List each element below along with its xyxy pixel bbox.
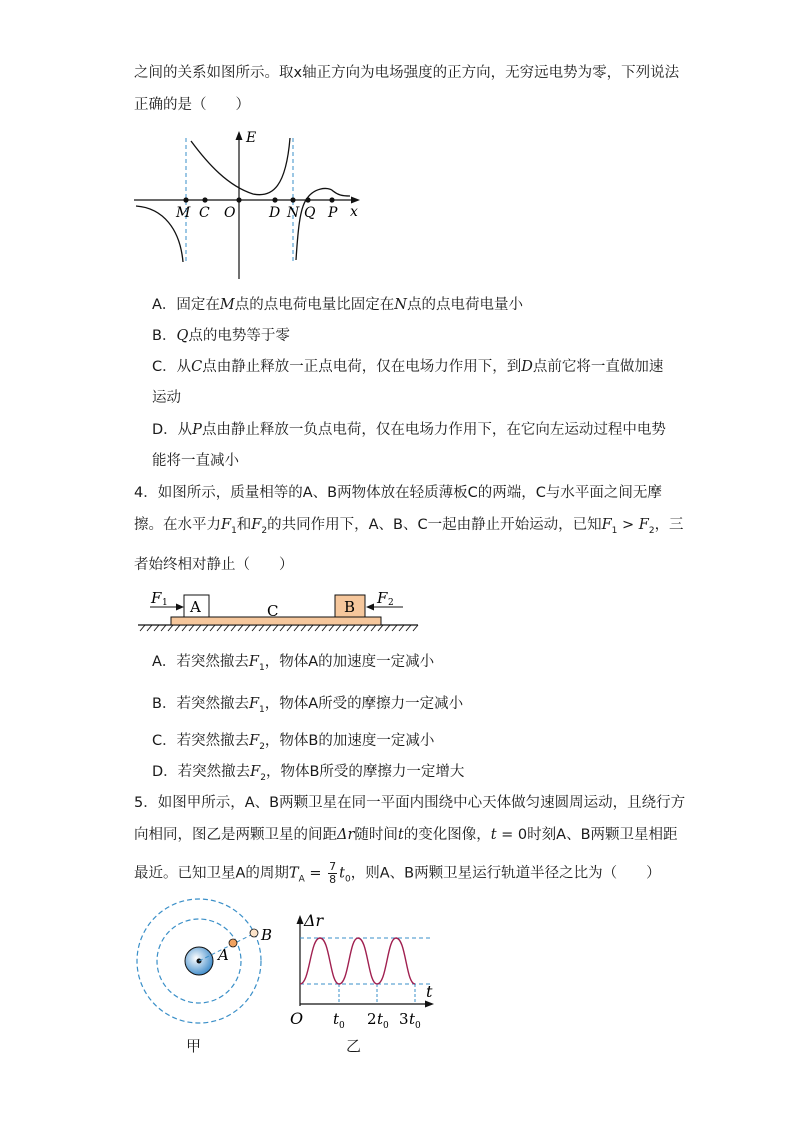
tick-2t0: t [377,1010,384,1028]
q4-option-b: B．若突然撤去$F_1$，物体A所受的摩擦力一定减小 [152,696,464,715]
tick-2t0-sub: 0 [383,1021,389,1031]
point-label-q: Q [304,205,316,221]
point-label-o: O [224,205,236,221]
q3-option-b: B．Q点的电势等于零 [152,328,290,344]
q3-option-d: D．从P点由静止释放一负点电荷，仅在电场力作用下，在它向左运动过程中电势 [152,422,666,438]
q3-option-a: A．固定在M点的点电荷电量比固定在N点的点电荷电量小 [152,297,523,313]
x-axis-label: x [350,204,358,220]
q4-stem-line3: 者始终相对静止（ ） [134,557,294,573]
q3-stem-line1: 之间的关系如图所示。取x轴正方向为电场强度的正方向，无穷远电势为零，下列说法 [134,65,680,81]
q5-stem-line3: 最近。已知卫星A的周期$T_A$ = $\frac{7}{8}$ $t_0$，则A、B两颗卫星运行轨道半径之比为（ ） [134,860,661,886]
satellite-b-label: B [261,926,273,944]
q4-option-d: D．若突然撤去$F_2$，物体B所受的摩擦力一定增大 [152,764,465,783]
t-axis-label: t [426,982,433,1001]
f2-label: F [377,589,388,607]
f1-label: F [151,589,162,607]
fraction-7-8: $\frac{7}{8}$ [329,860,337,886]
point-label-n: N [287,205,300,221]
figure-jia-caption: 甲 [186,1037,202,1055]
q5-stem-line2: 向相同，图乙是两颗卫星的间距Δr随时间t的变化图像，t = 0时刻A、B两颗卫星相距 [134,827,678,843]
q5-distance-time-graph [288,910,438,1032]
satellite-a-label: A [218,946,229,964]
point-label-m: M [176,205,191,221]
q4-stem-line1: 4．如图所示，质量相等的A、B两物体放在轻质薄板C的两端，C与水平面之间无摩 [134,485,662,501]
q3-option-d-line2: 能将一直减小 [152,453,239,469]
board-c-label: C [267,602,279,620]
q5-orbit-diagram [134,900,273,1024]
tick-3t0: t [409,1010,416,1028]
tick-3t0-coef: 3 [399,1010,409,1028]
f1-sub: 1 [162,598,168,608]
block-b-label: B [344,598,356,616]
q3-electric-field-graph [128,124,368,282]
delta-r-axis-label: Δr [304,911,324,930]
point-label-p: P [328,205,338,221]
tick-2t0-coef: 2 [367,1010,377,1028]
q5-stem-line1: 5．如图甲所示，A、B两颗卫星在同一平面内围绕中心天体做匀速圆周运动，且绕行方 [134,795,686,811]
tick-t0: t [333,1010,340,1028]
point-label-d: D [269,205,281,221]
q3-stem-line2: 正确的是（ ） [134,97,250,113]
figure-yi-caption: 乙 [346,1037,362,1055]
q4-blocks-diagram [136,590,426,634]
q4-stem-line2: 擦。在水平力$F_1$和$F_2$的共同作用下，A、B、C一起由静止开始运动，已知$F_1 > F_2$，三 [134,517,684,536]
origin-label: O [290,1009,304,1028]
tick-t0-sub: 0 [339,1021,345,1031]
q3-option-c: C．从C点由静止释放一正点电荷，仅在电场力作用下，到D点前它将一直做加速 [152,359,664,375]
q3-option-c-line2: 运动 [152,390,181,406]
f2-sub: 2 [388,598,394,608]
q4-option-c: C．若突然撤去$F_2$，物体B的加速度一定减小 [152,733,435,752]
point-label-c: C [199,205,210,221]
block-a-label: A [190,598,201,616]
tick-3t0-sub: 0 [415,1021,421,1031]
q4-option-a: A．若突然撤去$F_1$，物体A的加速度一定减小 [152,654,435,673]
e-axis-label: E [246,130,257,146]
